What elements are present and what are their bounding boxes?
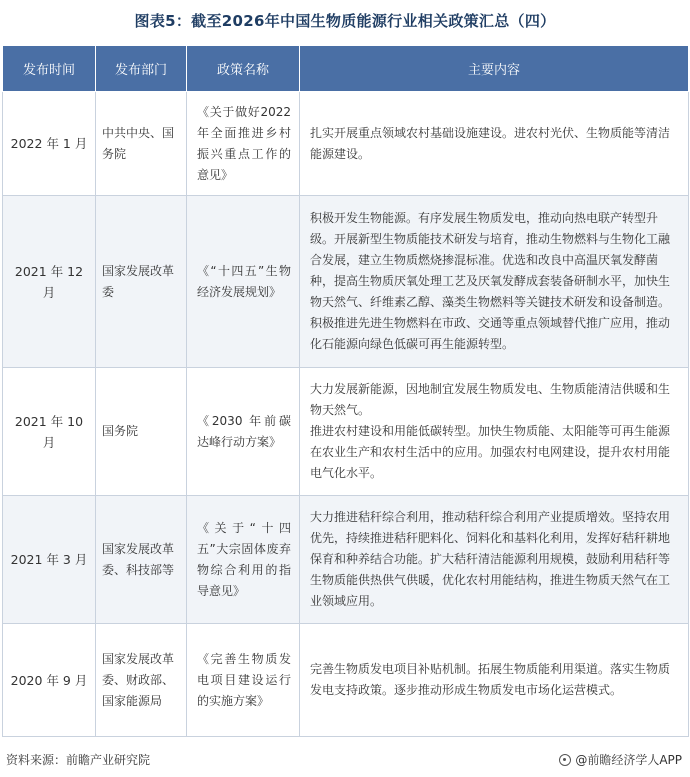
footer — [0, 747, 690, 777]
content-paragraph: 完善生物质发电项目补贴机制。拓展生物质能利用渠道。落实生物质发电支持政策。逐步推动形成生物质发电市场化运营模式。 — [310, 662, 671, 697]
content-paragraph: 扎实开展重点领域农村基础设施建设。进农村光伏、生物质能等清洁能源建设。 — [310, 125, 671, 161]
table-header-row — [3, 46, 689, 92]
header-dept: 发布部门 — [96, 46, 187, 92]
cell-date: 2020 年 9 月 — [3, 624, 96, 737]
cell-content — [300, 624, 689, 737]
brand-credit-text: @前瞻经济学人APP — [575, 753, 682, 767]
table-row — [3, 496, 689, 624]
cell-content — [300, 496, 689, 624]
header-content: 主要内容 — [300, 46, 689, 92]
cell-policy-name: 《关于做好2022年全面推进乡村振兴重点工作的意见》 — [187, 92, 300, 196]
content-paragraph: 积极开发生物能源。有序发展生物质发电，推动向热电联产转型升级。开展新型生物质能技术研发与培育，推动生物燃料与生物化工融合发展，建立生物质燃烧掺混标准。优选和改良中高温厌氧发酵菌种，提高生物质厌氧处理工艺及厌氧发酵成套装备研制水平，加快生物天然气、纤维素乙醇、藻类生物燃料等关键技术研发和设备制造。积极推进先进生物燃料在市政、交通等重点领域替代推广应用，推动化石能源向绿色低碳可再生能源转型。 — [310, 211, 671, 351]
table-row — [3, 196, 689, 368]
cell-date: 2021 年 10 月 — [3, 368, 96, 496]
content-paragraph: 大力推进秸秆综合利用，推动秸秆综合利用产业提质增效。坚持农用优先，持续推进秸秆肥料化、饲料化和基料化利用，发挥好秸秆耕地保育和种养结合功能。扩大秸秆清洁能源利用规模，鼓励利用秸秆等生物质能供热供气供暖，优化农村用能结构，推进生物质天然气在工业领域应用。 — [310, 510, 671, 608]
cell-policy-name: 《完善生物质发电项目建设运行的实施方案》 — [187, 624, 300, 737]
cell-date: 2021 年 12 月 — [3, 196, 96, 368]
cell-policy-name: 《2030 年前碳达峰行动方案》 — [187, 368, 300, 496]
cell-dept: 国务院 — [96, 368, 187, 496]
cell-dept: 国家发展改革委、科技部等 — [96, 496, 187, 624]
table-row — [3, 92, 689, 196]
page-title: 图表5：截至2026年中国生物质能源行业相关政策汇总（四） — [134, 12, 556, 30]
header-policy-name: 政策名称 — [187, 46, 300, 92]
cell-content — [300, 92, 689, 196]
cell-dept: 国家发展改革委、财政部、国家能源局 — [96, 624, 187, 737]
table-row — [3, 624, 689, 737]
brand-credit — [559, 751, 682, 768]
header-date: 发布时间 — [3, 46, 96, 92]
policy-table — [2, 45, 689, 737]
source-note: 资料来源：前瞻产业研究院 — [6, 753, 151, 767]
cell-date: 2022 年 1 月 — [3, 92, 96, 196]
cell-date: 2021 年 3 月 — [3, 496, 96, 624]
cell-policy-name: 《“十四五”生物经济发展规划》 — [187, 196, 300, 368]
cell-content — [300, 368, 689, 496]
cell-dept: 国家发展改革委 — [96, 196, 187, 368]
cell-policy-name: 《关于“十四五”大宗固体废弃物综合利用的指导意见》 — [187, 496, 300, 624]
cell-content — [300, 196, 689, 368]
cell-dept: 中共中央、国务院 — [96, 92, 187, 196]
table-row — [3, 368, 689, 496]
content-paragraph: 大力发展新能源，因地制宜发展生物质发电、生物质能清洁供暖和生物天然气。 — [310, 382, 671, 417]
content-paragraph: 推进农村建设和用能低碳转型。加快生物质能、太阳能等可再生能源在农业生产和农村生活中的应用。加强农村电网建设，提升农村用能电气化水平。 — [310, 424, 671, 480]
brand-logo-icon — [559, 754, 571, 766]
